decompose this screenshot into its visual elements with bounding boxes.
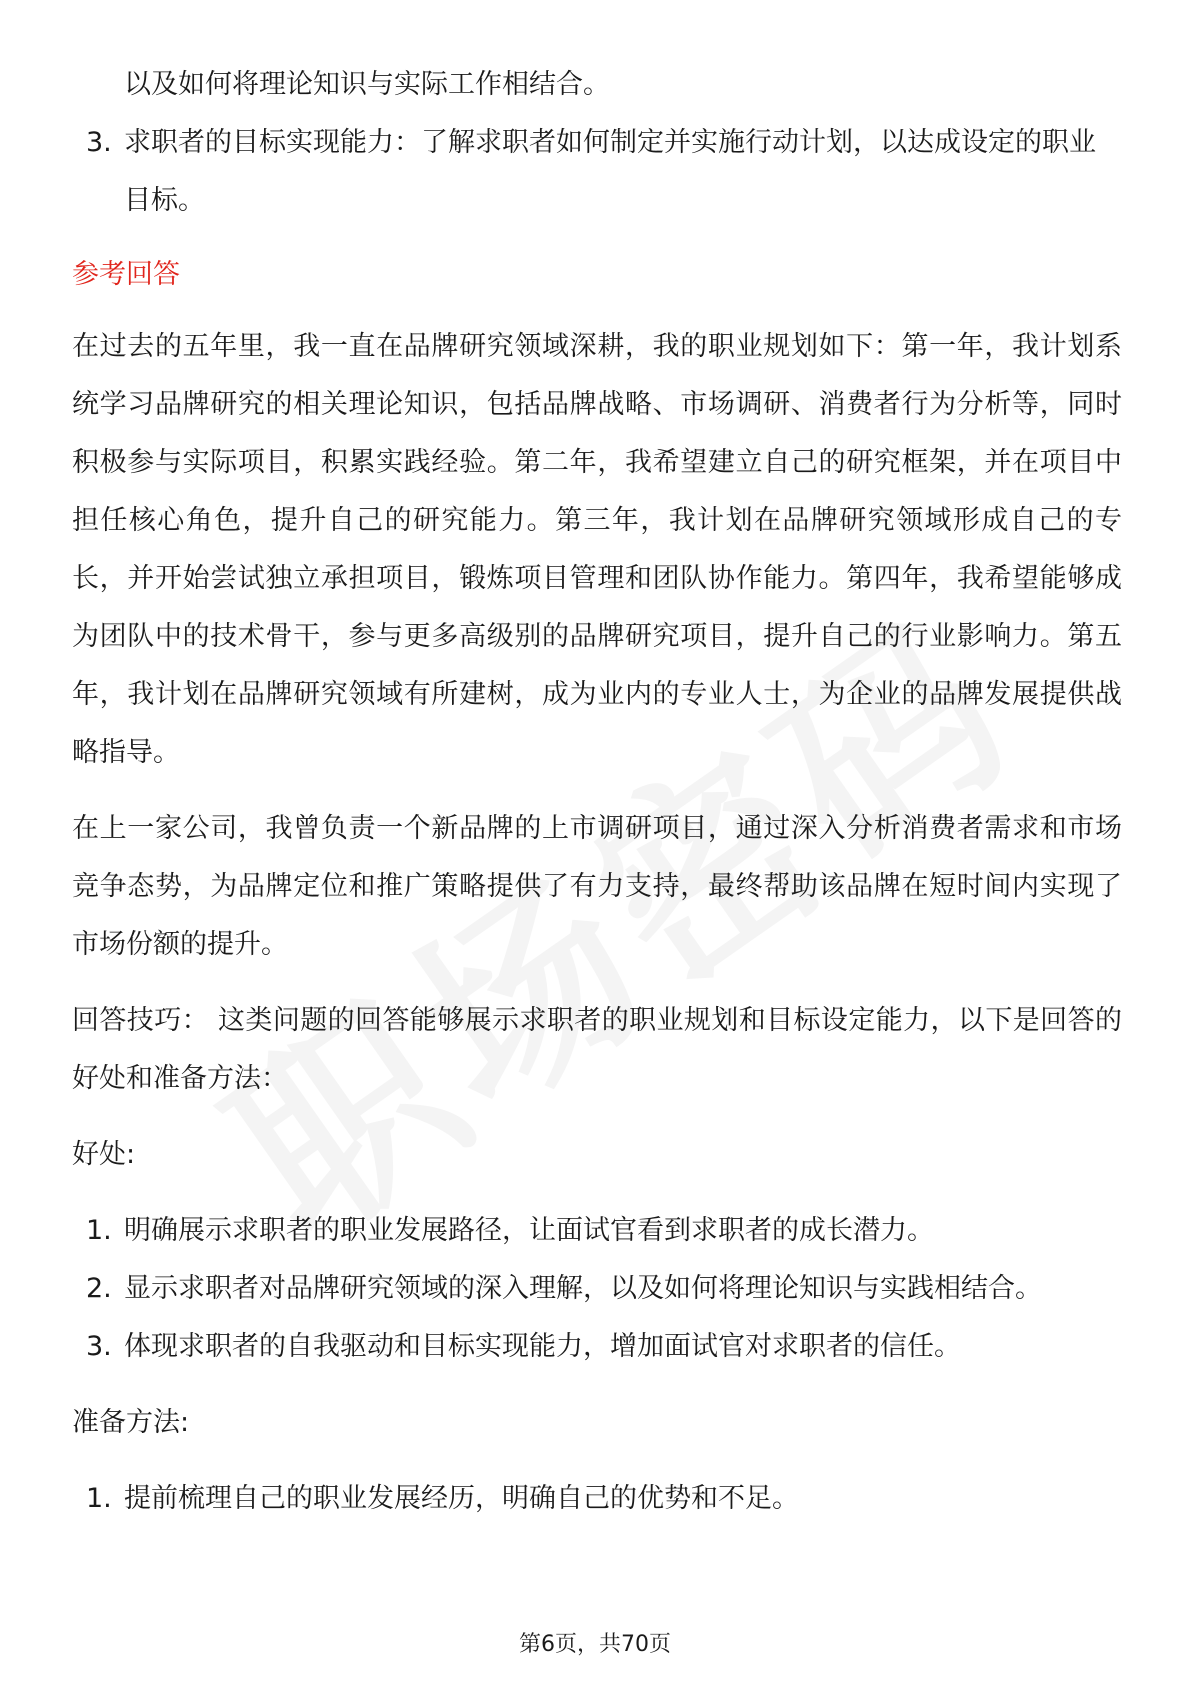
benefits-list	[72, 1202, 1122, 1376]
list-item-number: 1.	[86, 1483, 112, 1514]
list-item	[72, 1318, 1122, 1376]
list-item	[72, 1202, 1122, 1260]
prep-label: 准备方法:	[72, 1407, 190, 1438]
list-item-number: 3.	[86, 1331, 112, 1362]
prep-list	[72, 1470, 1122, 1528]
page-content	[72, 56, 1122, 1528]
answer-paragraph: 在上一家公司，我曾负责一个新品牌的上市调研项目，通过深入分析消费者需求和市场竞争态势，为品牌定位和推广策略提供了有力支持，最终帮助该品牌在短时间内实现了市场份额的提升。	[72, 813, 1122, 960]
answer-paragraph: 在过去的五年里，我一直在品牌研究领域深耕，我的职业规划如下：第一年，我计划系统学习品牌研究的相关理论知识，包括品牌战略、市场调研、消费者行为分析等，同时积极参与实际项目，积累实践经验。第二年，我希望建立自己的研究框架，并在项目中担任核心角色，提升自己的研究能力。第三年，我计划在品牌研究领域形成自己的专长，并开始尝试独立承担项目，锻炼项目管理和团队协作能力。第四年，我希望能够成为团队中的技术骨干，参与更多高级别的品牌研究项目，提升自己的行业影响力。第五年，我计划在品牌研究领域有所建树，成为业内的专业人士，为企业的品牌发展提供战略指导。	[72, 331, 1122, 768]
benefits-label: 好处:	[72, 1139, 136, 1170]
list-item-text: 体现求职者的自我驱动和目标实现能力，增加面试官对求职者的信任。	[124, 1331, 961, 1362]
intro-list	[72, 114, 1122, 230]
list-item	[72, 114, 1122, 230]
list-item-text: 明确展示求职者的职业发展路径，让面试官看到求职者的成长潜力。	[124, 1215, 934, 1246]
page-number: 第6页，共70页	[519, 1632, 671, 1657]
list-item	[72, 1470, 1122, 1528]
list-item-number: 3.	[86, 127, 112, 158]
list-item-number: 1.	[86, 1215, 112, 1246]
section-title-reference: 参考回答	[72, 259, 180, 290]
list-item	[72, 1260, 1122, 1318]
tips-intro: 回答技巧： 这类问题的回答能够展示求职者的职业规划和目标设定能力，以下是回答的好处和准备方法：	[72, 1005, 1122, 1094]
list-item-continuation: 以及如何将理论知识与实际工作相结合。	[124, 69, 610, 100]
list-item-text: 显示求职者对品牌研究领域的深入理解，以及如何将理论知识与实践相结合。	[124, 1273, 1042, 1304]
list-item-text: 提前梳理自己的职业发展经历，明确自己的优势和不足。	[124, 1483, 799, 1514]
list-item-number: 2.	[86, 1273, 112, 1304]
list-item-text: 求职者的目标实现能力：了解求职者如何制定并实施行动计划，以达成设定的职业目标。	[124, 127, 1096, 216]
